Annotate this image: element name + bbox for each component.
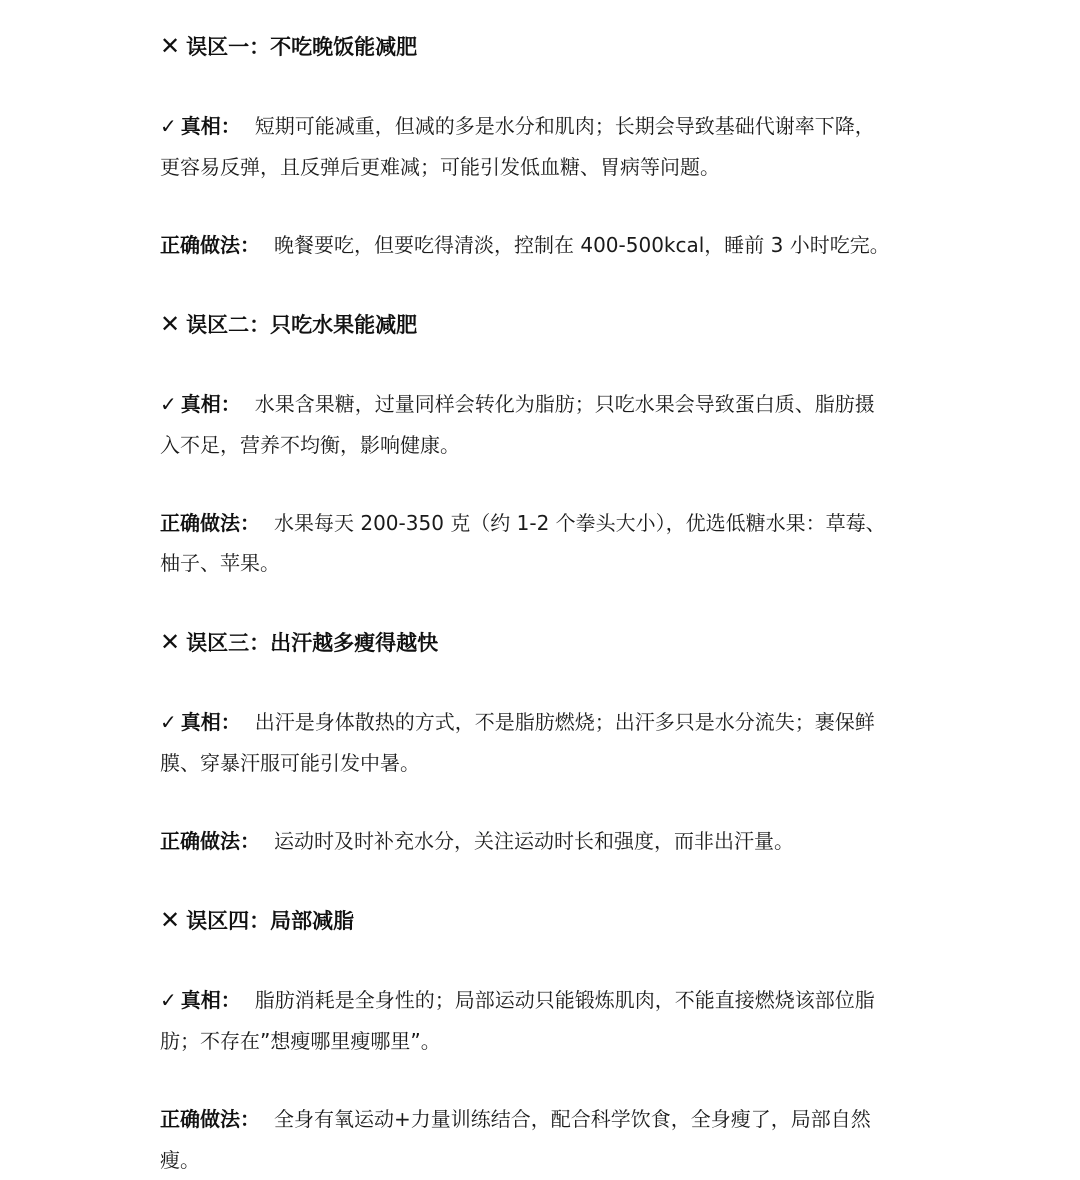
- section-3-heading: [160, 622, 920, 663]
- method-label: 正确做法：: [160, 233, 260, 257]
- section-3-truth-line-1: [160, 702, 920, 742]
- section-1-truth-text-1: 短期可能减重，但减的多是水分和肌肉；长期会导致基础代谢率下降，: [254, 114, 875, 138]
- check-icon: ✓: [160, 114, 177, 138]
- section-1-truth-line-2: [160, 147, 920, 187]
- section-3-truth-line-2: [160, 743, 920, 783]
- section-4-truth-line-1: [160, 980, 920, 1020]
- truth-label: 真相：: [180, 988, 241, 1012]
- truth-label: 真相：: [180, 114, 241, 138]
- section-1-truth-text-2: 更容易反弹，且反弹后更难减；可能引发低血糖、胃病等问题。: [160, 155, 720, 179]
- cross-icon: ✕: [160, 906, 181, 934]
- section-3-method-line-1: [160, 821, 920, 861]
- section-2-title: 误区二：只吃水果能减肥: [186, 313, 418, 337]
- section-2-method-text-1: 水果每天 200-350 克（约 1-2 个拳头大小），优选低糖水果：草莓、: [274, 511, 886, 535]
- check-icon: ✓: [160, 988, 177, 1012]
- method-label: 正确做法：: [160, 829, 260, 853]
- section-3-truth-text-2: 膜、穿暴汗服可能引发中暑。: [160, 751, 420, 775]
- check-icon: ✓: [160, 710, 177, 734]
- section-2-method-line-1: [160, 503, 920, 543]
- section-2-truth-line-1: [160, 384, 920, 424]
- method-label: 正确做法：: [160, 1107, 260, 1131]
- section-3-method-text-1: 运动时及时补充水分，关注运动时长和强度，而非出汗量。: [274, 829, 794, 853]
- section-3-title: 误区三：出汗越多瘦得越快: [186, 631, 439, 655]
- section-1-method-line-1: [160, 225, 920, 265]
- truth-label: 真相：: [180, 710, 241, 734]
- section-4-truth-text-1: 脂肪消耗是全身性的；局部运动只能锻炼肌肉，不能直接燃烧该部位脂: [254, 988, 875, 1012]
- section-2-method-line-2: [160, 543, 920, 583]
- section-2-truth-line-2: [160, 425, 920, 465]
- section-2-method-text-2: 柚子、苹果。: [160, 551, 280, 575]
- section-4-truth-text-2: 肪；不存在”想瘦哪里瘦哪里”。: [160, 1029, 441, 1053]
- section-4-title: 误区四：局部减脂: [186, 909, 355, 933]
- cross-icon: ✕: [160, 628, 181, 656]
- section-2-truth-text-2: 入不足，营养不均衡，影响健康。: [160, 433, 460, 457]
- section-1-method-text-1: 晚餐要吃，但要吃得清淡，控制在 400-500kcal，睡前 3 小时吃完。: [274, 233, 890, 257]
- section-4-method-line-1: [160, 1099, 920, 1139]
- truth-label: 真相：: [180, 392, 241, 416]
- section-4-method-text-1: 全身有氧运动+力量训练结合，配合科学饮食，全身瘦了，局部自然: [274, 1107, 871, 1131]
- section-3-truth-text-1: 出汗是身体散热的方式，不是脂肪燃烧；出汗多只是水分流失；裹保鲜: [254, 710, 875, 734]
- section-4-heading: [160, 900, 920, 941]
- check-icon: ✓: [160, 392, 177, 416]
- section-2-heading: [160, 304, 920, 345]
- cross-icon: ✕: [160, 310, 181, 338]
- section-1-truth-line-1: [160, 106, 920, 146]
- section-1-title: 误区一：不吃晚饭能减肥: [186, 35, 418, 59]
- section-4-method-line-2: [160, 1140, 920, 1180]
- cross-icon: ✕: [160, 32, 181, 60]
- method-label: 正确做法：: [160, 511, 260, 535]
- section-4-truth-line-2: [160, 1021, 920, 1061]
- section-4-method-text-2: 瘦。: [160, 1148, 200, 1172]
- section-2-truth-text-1: 水果含果糖，过量同样会转化为脂肪；只吃水果会导致蛋白质、脂肪摄: [254, 392, 875, 416]
- section-1-heading: [160, 26, 920, 67]
